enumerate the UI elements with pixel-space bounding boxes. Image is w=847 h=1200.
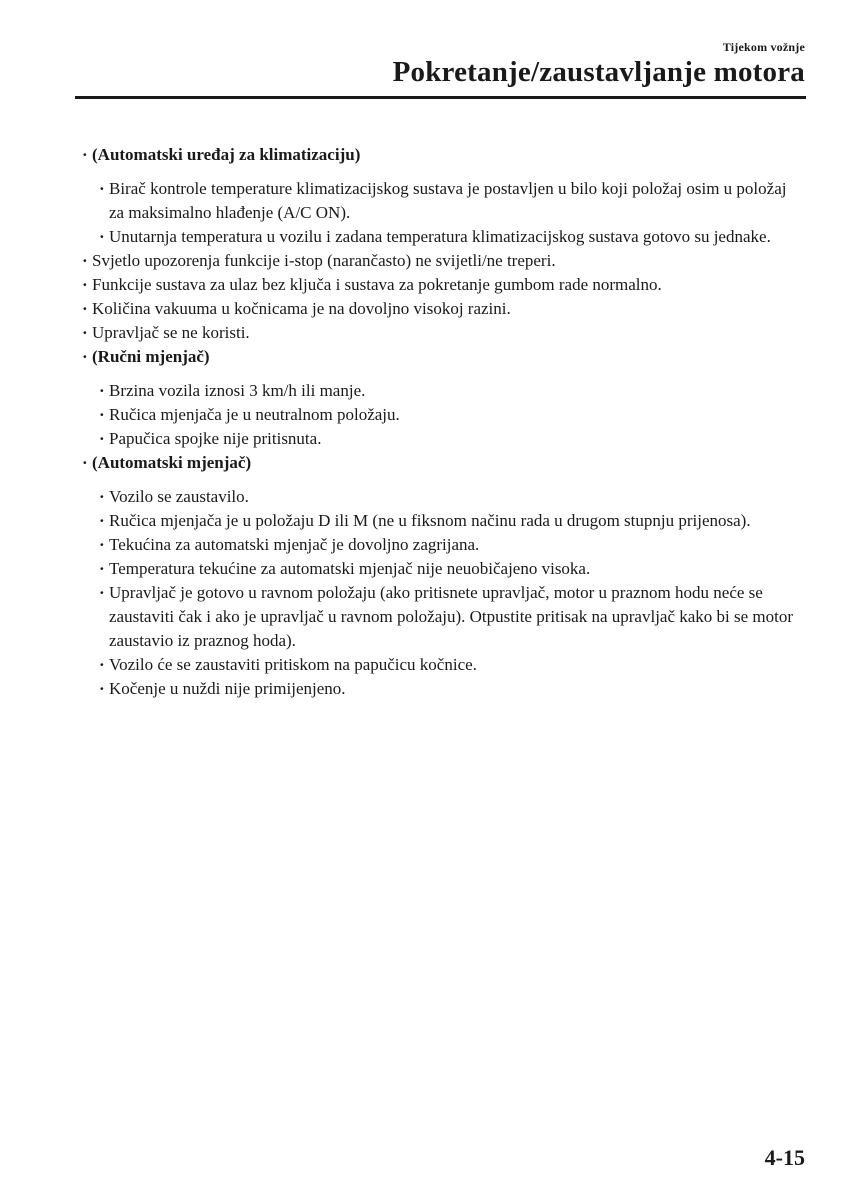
sub-list-item <box>99 427 804 451</box>
list-item <box>82 321 804 345</box>
subheading-item <box>82 451 804 475</box>
bullet-icon: · <box>82 251 88 270</box>
list-item-text: Upravljač se ne koristi. <box>92 323 250 342</box>
sub-list-item <box>99 653 804 677</box>
bullet-icon: · <box>99 429 105 448</box>
list-item-text: Ručica mjenjača je u položaju D ili M (ne u fiksnom načinu rada u drugom stupnju prijenosa). <box>109 511 751 530</box>
bullet-icon: · <box>82 299 88 318</box>
list-item-text: Tekućina za automatski mjenjač je dovoljno zagrijana. <box>109 535 480 554</box>
list-item-text: Papučica spojke nije pritisnuta. <box>109 429 322 448</box>
list-item-text: (Automatski mjenjač) <box>92 453 252 472</box>
bullet-icon: · <box>82 453 88 472</box>
sub-list-item <box>99 557 804 581</box>
sub-list-item <box>99 403 804 427</box>
list-item-text: Vozilo se zaustavilo. <box>109 487 249 506</box>
list-item-text: Upravljač je gotovo u ravnom položaju (ako pritisnete upravljač, motor u praznom hodu neće se zaustaviti čak i ako je upravljač u ravnom položaju). Otpustite pritisak na upravljač kako bi se motor zaustavio iz praznog hoda). <box>109 583 794 650</box>
bullet-icon: · <box>99 583 105 602</box>
list-item-text: Ručica mjenjača je u neutralnom položaju. <box>109 405 400 424</box>
sub-list-item <box>99 379 804 403</box>
page-number: 4-15 <box>764 1145 805 1170</box>
list-item-text: Unutarnja temperatura u vozilu i zadana temperatura klimatizacijskog sustava gotovo su jednake. <box>109 227 771 246</box>
bullet-icon: · <box>99 655 105 674</box>
sub-list-item <box>99 677 804 701</box>
list-item <box>82 297 804 321</box>
bullet-icon: · <box>99 487 105 506</box>
bullet-icon: · <box>99 559 105 578</box>
list-item-text: Birač kontrole temperature klimatizacijskog sustava je postavljen u bilo koji položaj osim u položaj za maksimalno hlađenje (A/C ON). <box>109 179 787 222</box>
list-item-text: (Automatski uređaj za klimatizaciju) <box>92 145 361 164</box>
bullet-icon: · <box>82 275 88 294</box>
bullet-icon: · <box>82 145 88 164</box>
header-divider <box>75 96 806 99</box>
bullet-icon: · <box>82 347 88 366</box>
bullet-icon: · <box>82 323 88 342</box>
bullet-icon: · <box>99 227 105 246</box>
bullet-icon: · <box>99 535 105 554</box>
sub-list-item <box>99 533 804 557</box>
list-item-text: Svjetlo upozorenja funkcije i-stop (narančasto) ne svijetli/ne treperi. <box>92 251 556 270</box>
list-item <box>82 249 804 273</box>
sub-list-item <box>99 225 804 249</box>
section-label: Tijekom vožnje <box>722 40 805 54</box>
bullet-icon: · <box>99 679 105 698</box>
list-item <box>82 273 804 297</box>
page-title: Pokretanje/zaustavljanje motora <box>392 56 805 88</box>
bullet-icon: · <box>99 511 105 530</box>
subheading-item <box>82 345 804 369</box>
subheading-item <box>82 143 804 167</box>
list-item-text: Vozilo će se zaustaviti pritiskom na papučicu kočnice. <box>109 655 477 674</box>
sub-list-item <box>99 485 804 509</box>
sub-list-item <box>99 581 804 653</box>
bullet-icon: · <box>99 381 105 400</box>
list-item-text: Temperatura tekućine za automatski mjenjač nije neuobičajeno visoka. <box>109 559 591 578</box>
sub-list-item <box>99 509 804 533</box>
bullet-icon: · <box>99 179 105 198</box>
list-item-text: (Ručni mjenjač) <box>92 347 210 366</box>
list-item-text: Kočenje u nuždi nije primijenjeno. <box>109 679 346 698</box>
bullet-list <box>82 143 804 701</box>
list-item-text: Funkcije sustava za ulaz bez ključa i sustava za pokretanje gumbom rade normalno. <box>92 275 662 294</box>
bullet-icon: · <box>99 405 105 424</box>
sub-list-item <box>99 177 804 225</box>
list-item-text: Količina vakuuma u kočnicama je na dovoljno visokoj razini. <box>92 299 511 318</box>
list-item-text: Brzina vozila iznosi 3 km/h ili manje. <box>109 381 366 400</box>
